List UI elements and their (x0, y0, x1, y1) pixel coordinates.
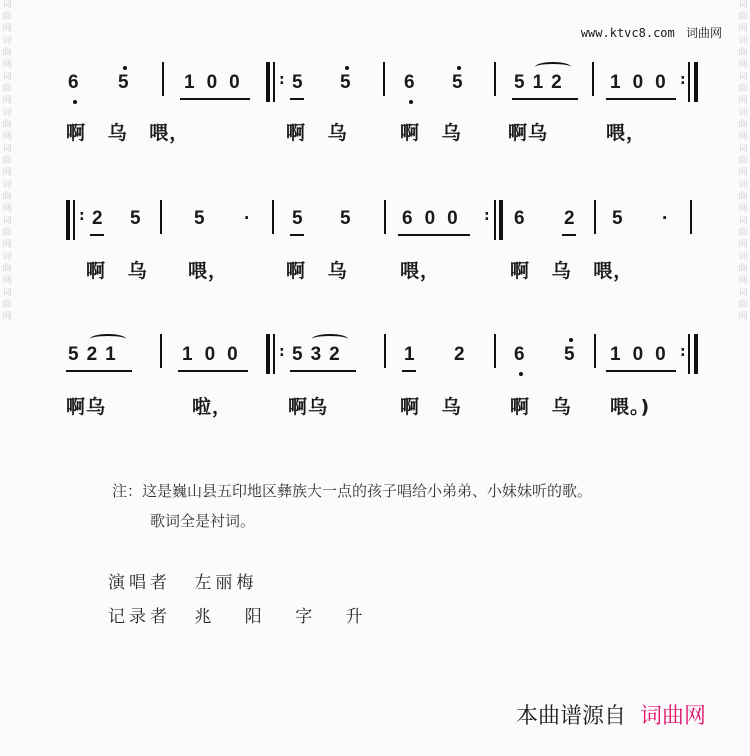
site-url[interactable]: www.ktvc8.com (580, 26, 675, 40)
note-group: 100 (610, 344, 678, 365)
slur (312, 334, 348, 344)
beam (90, 234, 104, 236)
note: · (244, 208, 251, 229)
watermark-char: 曲 (738, 12, 748, 22)
note: 2 (454, 344, 465, 365)
barline (594, 200, 596, 234)
barline (688, 334, 690, 374)
barline (384, 334, 386, 368)
end-bar (694, 334, 698, 374)
annotation: 注：这是巍山县五印地区彝族大一点的孩子唱给小弟弟、小妹妹听的歌。 (112, 482, 593, 500)
watermark-char: 网 (738, 312, 748, 322)
note: 5 (194, 208, 205, 229)
watermark-char: 词 (738, 0, 748, 10)
low-dot (73, 100, 77, 104)
recorder-label: 记录者 (108, 607, 171, 627)
note-group: 100 (182, 344, 250, 365)
note: 2 (564, 208, 575, 229)
watermark-char: 词 (2, 252, 12, 262)
note-group: 100 (610, 72, 678, 93)
watermark-char: 网 (2, 60, 12, 70)
recorder-name: 兆 阳 字 升 (194, 607, 377, 627)
barline (383, 62, 385, 96)
watermark-char: 曲 (738, 300, 748, 310)
watermark-right (736, 0, 750, 756)
barline (690, 200, 692, 234)
barline (592, 62, 594, 96)
singer-name: 左丽梅 (194, 573, 258, 593)
beam (178, 370, 248, 372)
watermark-char: 词 (738, 216, 748, 226)
recorder-credit (108, 602, 377, 627)
beam (66, 370, 132, 372)
watermark-char: 网 (2, 240, 12, 250)
watermark-char: 词 (2, 180, 12, 190)
watermark-char: 曲 (738, 264, 748, 274)
slur (535, 62, 571, 72)
watermark-char: 网 (2, 132, 12, 142)
site-header[interactable] (581, 24, 722, 41)
note-group: 512 (514, 72, 570, 93)
annotation-cont: 歌词全是衬词。 (150, 512, 256, 530)
watermark-char: 词 (2, 216, 12, 226)
watermark-char: 网 (2, 204, 12, 214)
watermark-char: 词 (738, 108, 748, 118)
note: 6 (514, 344, 525, 365)
high-dot (569, 338, 573, 342)
footer-text: 本曲谱源自 (515, 704, 626, 729)
watermark-char: 曲 (2, 120, 12, 130)
note: 5 (340, 72, 351, 93)
note: 1 (404, 344, 415, 365)
site-name[interactable]: 词曲网 (685, 26, 722, 40)
beam (290, 98, 304, 100)
watermark-char: 词 (738, 144, 748, 154)
slur (90, 334, 126, 344)
watermark-char: 词 (2, 0, 12, 10)
barline (73, 200, 75, 240)
beam (562, 234, 576, 236)
watermark-char: 网 (2, 24, 12, 34)
barline (273, 334, 275, 374)
beam (512, 98, 578, 100)
end-bar (694, 62, 698, 102)
barline (273, 62, 275, 102)
beam (606, 98, 676, 100)
barline (494, 200, 496, 240)
watermark-char: 词 (738, 36, 748, 46)
watermark-char: 网 (738, 96, 748, 106)
beam (398, 234, 470, 236)
watermark-char: 曲 (738, 84, 748, 94)
watermark-char: 词 (2, 288, 12, 298)
low-dot (519, 372, 523, 376)
repeat-bar (66, 200, 70, 240)
barline (162, 62, 164, 96)
note: 6 (404, 72, 415, 93)
high-dot (457, 66, 461, 70)
watermark-char: 曲 (2, 192, 12, 202)
footer-brand-link[interactable]: 词曲网 (639, 704, 706, 729)
note: 5 (130, 208, 141, 229)
watermark-char: 网 (738, 276, 748, 286)
repeat-bar (266, 62, 270, 102)
watermark-char: 曲 (2, 228, 12, 238)
singer-label: 演唱者 (108, 573, 171, 593)
barline (494, 62, 496, 96)
note: 5 (452, 72, 463, 93)
high-dot (123, 66, 127, 70)
watermark-char: 词 (2, 72, 12, 82)
repeat-bar (499, 200, 503, 240)
barline (688, 62, 690, 102)
note: 2 (92, 208, 103, 229)
barline (594, 334, 596, 368)
watermark-left (0, 0, 14, 756)
barline (272, 200, 274, 234)
note: 5 (118, 72, 129, 93)
note: 5 (292, 208, 303, 229)
watermark-char: 曲 (738, 192, 748, 202)
singer-credit (108, 568, 257, 593)
repeat-bar (266, 334, 270, 374)
note-group: 100 (184, 72, 252, 93)
note-group: 532 (292, 344, 348, 365)
beam (290, 234, 304, 236)
note: 5 (340, 208, 351, 229)
watermark-char: 词 (738, 180, 748, 190)
watermark-char: 网 (738, 24, 748, 34)
watermark-char: 曲 (2, 264, 12, 274)
note: 6 (514, 208, 525, 229)
watermark-char: 网 (738, 168, 748, 178)
source-footer (516, 699, 706, 730)
note-group: 521 (68, 344, 124, 365)
watermark-char: 曲 (2, 300, 12, 310)
watermark-char: 词 (738, 72, 748, 82)
note-group: 600 (402, 208, 470, 229)
watermark-char: 曲 (2, 156, 12, 166)
watermark-char: 曲 (2, 12, 12, 22)
watermark-char: 网 (738, 240, 748, 250)
watermark-char: 曲 (738, 228, 748, 238)
low-dot (409, 100, 413, 104)
watermark-char: 网 (2, 312, 12, 322)
watermark-char: 曲 (2, 84, 12, 94)
watermark-char: 词 (2, 144, 12, 154)
barline (494, 334, 496, 368)
watermark-char: 网 (2, 168, 12, 178)
watermark-char: 词 (738, 252, 748, 262)
note: 5 (612, 208, 623, 229)
high-dot (345, 66, 349, 70)
watermark-char: 网 (738, 204, 748, 214)
barline (160, 200, 162, 234)
watermark-char: 网 (738, 60, 748, 70)
watermark-char: 曲 (2, 48, 12, 58)
barline (160, 334, 162, 368)
watermark-char: 曲 (738, 48, 748, 58)
watermark-char: 网 (2, 96, 12, 106)
watermark-char: 词 (738, 288, 748, 298)
beam (606, 370, 676, 372)
watermark-char: 词 (2, 108, 12, 118)
note: 5 (292, 72, 303, 93)
watermark-char: 曲 (738, 156, 748, 166)
watermark-char: 曲 (738, 120, 748, 130)
barline (384, 200, 386, 234)
note: 6 (68, 72, 79, 93)
beam (290, 370, 356, 372)
note: 5 (564, 344, 575, 365)
watermark-char: 网 (738, 132, 748, 142)
watermark-char: 网 (2, 276, 12, 286)
beam (402, 370, 416, 372)
note: · (662, 208, 669, 229)
watermark-char: 词 (2, 36, 12, 46)
beam (180, 98, 250, 100)
